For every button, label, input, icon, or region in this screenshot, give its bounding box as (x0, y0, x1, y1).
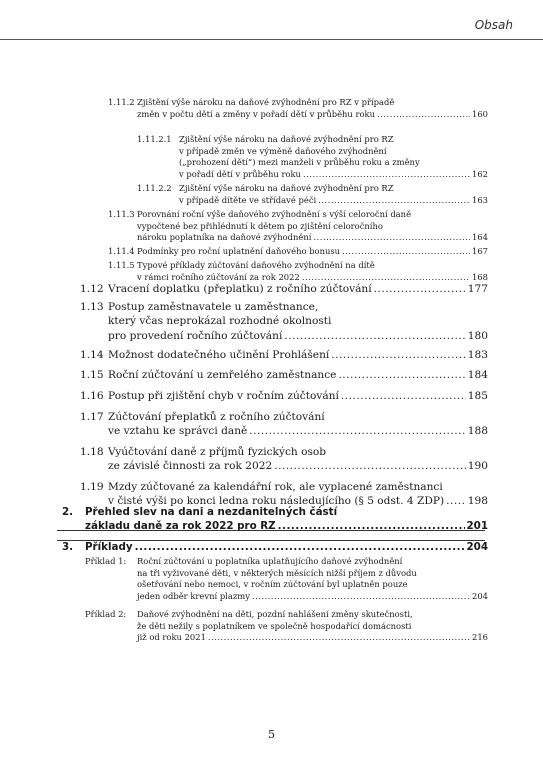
toc-entry-title-line: ošetřování nebo nemoci, v ročním zúčtování byl uplatněn pouze (137, 579, 408, 590)
toc-entry[interactable] (80, 410, 488, 439)
toc-entry-title-line: pro provedení ročního zúčtování (108, 329, 283, 342)
dot-leader (331, 348, 465, 362)
toc-entry-title-line: Roční zúčtování u zemřelého zaměstnance (108, 369, 337, 381)
dot-leader (135, 540, 465, 554)
toc-entry-title-line: že děti nežily s poplatníkem ve společně hospodařící domácnosti (137, 620, 412, 631)
toc-entry-number: Příklad 1: (85, 556, 127, 566)
toc-entry-title-line: Zúčtování přeplatků z ročního zúčtování (108, 411, 325, 423)
dot-leader (303, 169, 470, 181)
toc-entry-number: 1.15 (80, 369, 104, 381)
toc-entry-title-line: Přehled slev na dani a nezdanitelných částí (85, 506, 338, 518)
dot-leader (374, 282, 466, 296)
toc-entry[interactable] (80, 445, 488, 474)
toc-entry-title-line: („prohození dětí“) mezi manželi v průběhu roku a změny (179, 157, 420, 168)
toc-entry-page: 204 (472, 591, 488, 602)
toc-entry-title-line: Daňové zvýhodnění na děti, pozdní nahlášení změny skutečnosti, (137, 609, 413, 619)
toc-entry-title-line: Porovnání roční výše daňového zvýhodnění s výší celoroční daně (137, 209, 412, 219)
toc-entry[interactable] (137, 134, 488, 181)
toc-entry[interactable] (80, 300, 488, 343)
toc-entry[interactable] (85, 556, 488, 603)
toc-entry[interactable] (108, 97, 488, 120)
running-header-title: Obsah (474, 18, 513, 32)
toc-entry-page: 164 (472, 232, 488, 243)
header-rule (0, 39, 543, 40)
toc-entry-number: 1.19 (80, 481, 104, 493)
toc-entry-number: 3. (62, 541, 74, 553)
toc-entry[interactable] (137, 183, 488, 206)
toc-entry-title-line: změn v počtu dětí a změny v pořadí dětí v průběhu roku (137, 108, 376, 119)
dot-leader (278, 519, 465, 533)
page-number: 5 (268, 728, 275, 741)
toc-entry-title-line: Vracení doplatku (přeplatku) z ročního zúčtování (108, 283, 372, 295)
toc-entry-title-line: v rámci ročního zúčtování za rok 2022 (137, 271, 300, 282)
toc-entry-title-line: již od roku 2021 (137, 632, 206, 643)
toc-entry-page: 177 (467, 283, 488, 295)
dot-leader (341, 389, 466, 403)
toc-entry-number: 1.11.2.2 (137, 183, 172, 193)
toc-entry-number: 1.13 (80, 301, 104, 313)
toc-entry-page: 162 (472, 169, 488, 180)
toc-entry-page: 216 (472, 632, 488, 643)
toc-entry-number: 2. (62, 506, 74, 518)
toc-entry-title-line: Zjištění výše nároku na daňové zvýhodnění pro RZ (179, 134, 394, 144)
toc-entry-title-line: v čisté výši po konci ledna roku následujícího (§ 5 odst. 4 ZDP) (108, 495, 445, 508)
toc-entry[interactable] (108, 260, 488, 283)
toc-entry[interactable] (85, 609, 488, 644)
toc-entry-title-line: Vyúčtování daně z příjmů fyzických osob (108, 446, 327, 458)
toc-entry-page: 185 (467, 390, 488, 402)
toc-entry-title-line: Typové příklady zúčtování daňového zvýhodnění na dítě (137, 260, 375, 270)
toc-entry-title-line: jeden odběr krevní plazmy (137, 591, 250, 602)
toc-entry-title-line: Zjištění výše nároku na daňové zvýhodnění pro RZ (179, 183, 394, 193)
toc-entry-title-line: ve vztahu ke správci daně (108, 425, 248, 438)
toc-entry-number: 1.14 (80, 349, 104, 361)
toc-entry-title-line: Podmínky pro roční uplatnění daňového bonusu (137, 246, 341, 256)
toc-entry-page: 204 (466, 541, 488, 553)
toc-entry-page: 160 (472, 108, 488, 119)
section-divider (57, 530, 485, 531)
section-divider (57, 540, 485, 541)
toc-entry-title-line: na tři vyživované děti, v některých měsících nižší příjem z důvodu (137, 567, 417, 578)
toc-entry-title-line: Mzdy zúčtované za kalendářní rok, ale vyplacené zaměstnanci (108, 481, 443, 493)
dot-leader (284, 329, 465, 343)
toc-entry-title-line: Zjištění výše nároku na daňové zvýhodnění pro RZ v případě (137, 97, 395, 107)
dot-leader (338, 368, 465, 382)
toc-entry-number: 1.11.4 (108, 246, 135, 256)
toc-entry[interactable] (80, 348, 488, 362)
toc-entry-number: Příklad 2: (85, 609, 127, 619)
dot-leader (377, 109, 470, 121)
dot-leader (342, 246, 470, 258)
toc-entry[interactable] (80, 389, 488, 403)
toc-entry[interactable] (108, 246, 488, 258)
toc-entry[interactable] (62, 540, 488, 554)
toc-entry-number: 1.11.5 (108, 260, 135, 270)
toc-entry[interactable] (108, 209, 488, 244)
dot-leader (249, 424, 465, 438)
toc-entry-title-line: Roční zúčtování u poplatníka uplatňujícího daňové zvýhodnění (137, 556, 403, 566)
dot-leader (208, 632, 470, 644)
toc-entry-title-line: Postup při zjištění chyb v ročním zúčtování (108, 390, 339, 402)
toc-entry-page: 168 (472, 271, 488, 282)
toc-entry-number: 1.11.2 (108, 97, 135, 107)
toc-entry-title-line: který včas neprokázal rozhodné okolnosti (108, 315, 332, 328)
toc-entry-title-line: základu daně za rok 2022 pro RZ (85, 520, 276, 533)
toc-entry-page: 163 (472, 194, 488, 205)
toc-entry-number: 1.11.2.1 (137, 134, 172, 144)
dot-leader (318, 195, 470, 207)
toc-entry-page: 183 (467, 349, 488, 361)
toc-entry[interactable] (80, 368, 488, 382)
toc-entry-number: 1.17 (80, 411, 104, 423)
dot-leader (252, 591, 470, 603)
toc-entry-title-line: ze závislé činnosti za rok 2022 (108, 460, 273, 473)
toc-entry-page: 198 (467, 495, 488, 508)
toc-entry-page: 184 (467, 369, 488, 381)
toc-entry-title-line: Postup zaměstnavatele u zaměstnance, (108, 301, 319, 313)
toc-entry[interactable] (80, 282, 488, 296)
dot-leader (313, 232, 470, 244)
toc-entry-title-line: Příklady (85, 541, 133, 553)
dot-leader (274, 459, 466, 473)
toc-entry-title-line: v případě dítěte ve střídavé péči (179, 194, 317, 205)
toc-entry-title-line: nároku poplatníka na daňové zvýhodnění (137, 232, 312, 243)
toc-entry-title-line: v pořadí dětí v průběhu roku (179, 169, 301, 180)
toc-entry-title-line: vypočtené bez přihlédnutí k dětem po zjištění celoročního (137, 220, 383, 231)
toc-entry-number: 1.18 (80, 446, 104, 458)
toc-entry-title-line: Možnost dodatečného učinění Prohlášení (108, 349, 330, 361)
toc-entry-page: 190 (467, 460, 488, 473)
toc-entry-title-line: v případě změn ve výměně daňového zvýhodnění (179, 145, 387, 156)
toc-entry-number: 1.11.3 (108, 209, 135, 219)
toc-entry-number: 1.12 (80, 283, 104, 295)
toc-entry-number: 1.16 (80, 390, 104, 402)
toc-entry-page: 188 (467, 425, 488, 438)
toc-entry-page: 201 (466, 520, 488, 533)
toc-entry-page: 167 (472, 246, 488, 256)
toc-entry-page: 180 (467, 329, 488, 342)
